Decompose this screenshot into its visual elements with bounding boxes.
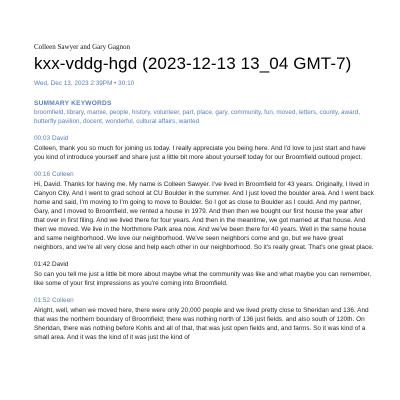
- turn-header[interactable]: [34, 134, 374, 143]
- transcript-turn: [34, 170, 374, 252]
- page-title: kxx-vddg-hgd (2023-12-13 13_04 GMT-7): [34, 54, 352, 73]
- recording-meta: Wed, Dec 13, 2023 2:39PM • 30:10: [34, 80, 135, 87]
- timestamp[interactable]: 01:52: [34, 297, 50, 304]
- speaker-name: Colleen: [52, 297, 74, 304]
- summary-keywords-heading: SUMMARY KEYWORDS: [34, 100, 112, 107]
- turn-text: Colleen, thank you so much for joining us today. I really appreciate you being here. And I'd love to just start and have you kind of introduce yourself and share just a little bit more about yourself today for our Broomfield outloud project.: [34, 145, 366, 161]
- turn-header[interactable]: [34, 296, 374, 305]
- speaker-name: Colleen: [52, 171, 74, 178]
- timestamp[interactable]: 00:03: [34, 135, 50, 142]
- speaker-name: David: [52, 261, 69, 268]
- turn-text: Hi, David. Thanks for having me. My name is Colleen Sawyer. I've lived in Broomfield for 43 years. Originally, I lived in Canyon City. And I went to grad school at CU Boulder in the summer. And I just loved the boulder area. And I went back home and said, I'm moving to I'm going to move to Boulder. So I got as close to Boulder as I could. And my partner, Gary, and I moved to Broomfield, we rented a house in 1979. And then then we bought our first house the year after that over in first filing. And we lived there for four years. And then in the meantime, we got married at that house. And then we moved. We live in the Northmore Park area now. And we've been there for 40 years. Well in the same house and same neighborhood. We love our neighborhood. We've seen neighbors come and go, but we have great neighbors, and we're all very close and help each other in our neighborhood. So it's really great. That's one great place.: [34, 181, 374, 251]
- turn-header[interactable]: [34, 170, 374, 179]
- timestamp[interactable]: 00:16: [34, 171, 50, 178]
- speaker-name: David: [52, 135, 69, 142]
- summary-keywords: broomfield, library, mamie, people, history, volunteer, part, place, gary, community, fun, moved, letters, county, award, butterfly pavilion, docent, wonderful, cultural affairs, wanted: [34, 109, 360, 125]
- turn-header: [34, 260, 374, 269]
- timestamp: 01:42: [34, 261, 50, 268]
- transcript-turn: [34, 296, 374, 342]
- transcript-turn: [34, 134, 374, 162]
- transcript-turn: [34, 260, 374, 288]
- turn-text: Alright, well, when we moved here, there were only 20,000 people and we lived pretty close to Sheridan and 136. And that was the northern boundary of Broomfield; there was nothing north of 136 just fields. and also south of 120th. On Sheridan, there was nothing before Kohls and all of that, that was just open fields and, and farms. So it was kind of a small area. And it was the kind of it was just the kind of: [34, 307, 369, 341]
- byline: Colleen Sawyer and Gary Gagnon: [34, 43, 131, 51]
- document-body: [34, 43, 374, 342]
- turn-text: So can you tell me just a little bit more about maybe what the community was like and what maybe you can remember, like some of your first impressions as you're coming into Broomfield.: [34, 271, 372, 287]
